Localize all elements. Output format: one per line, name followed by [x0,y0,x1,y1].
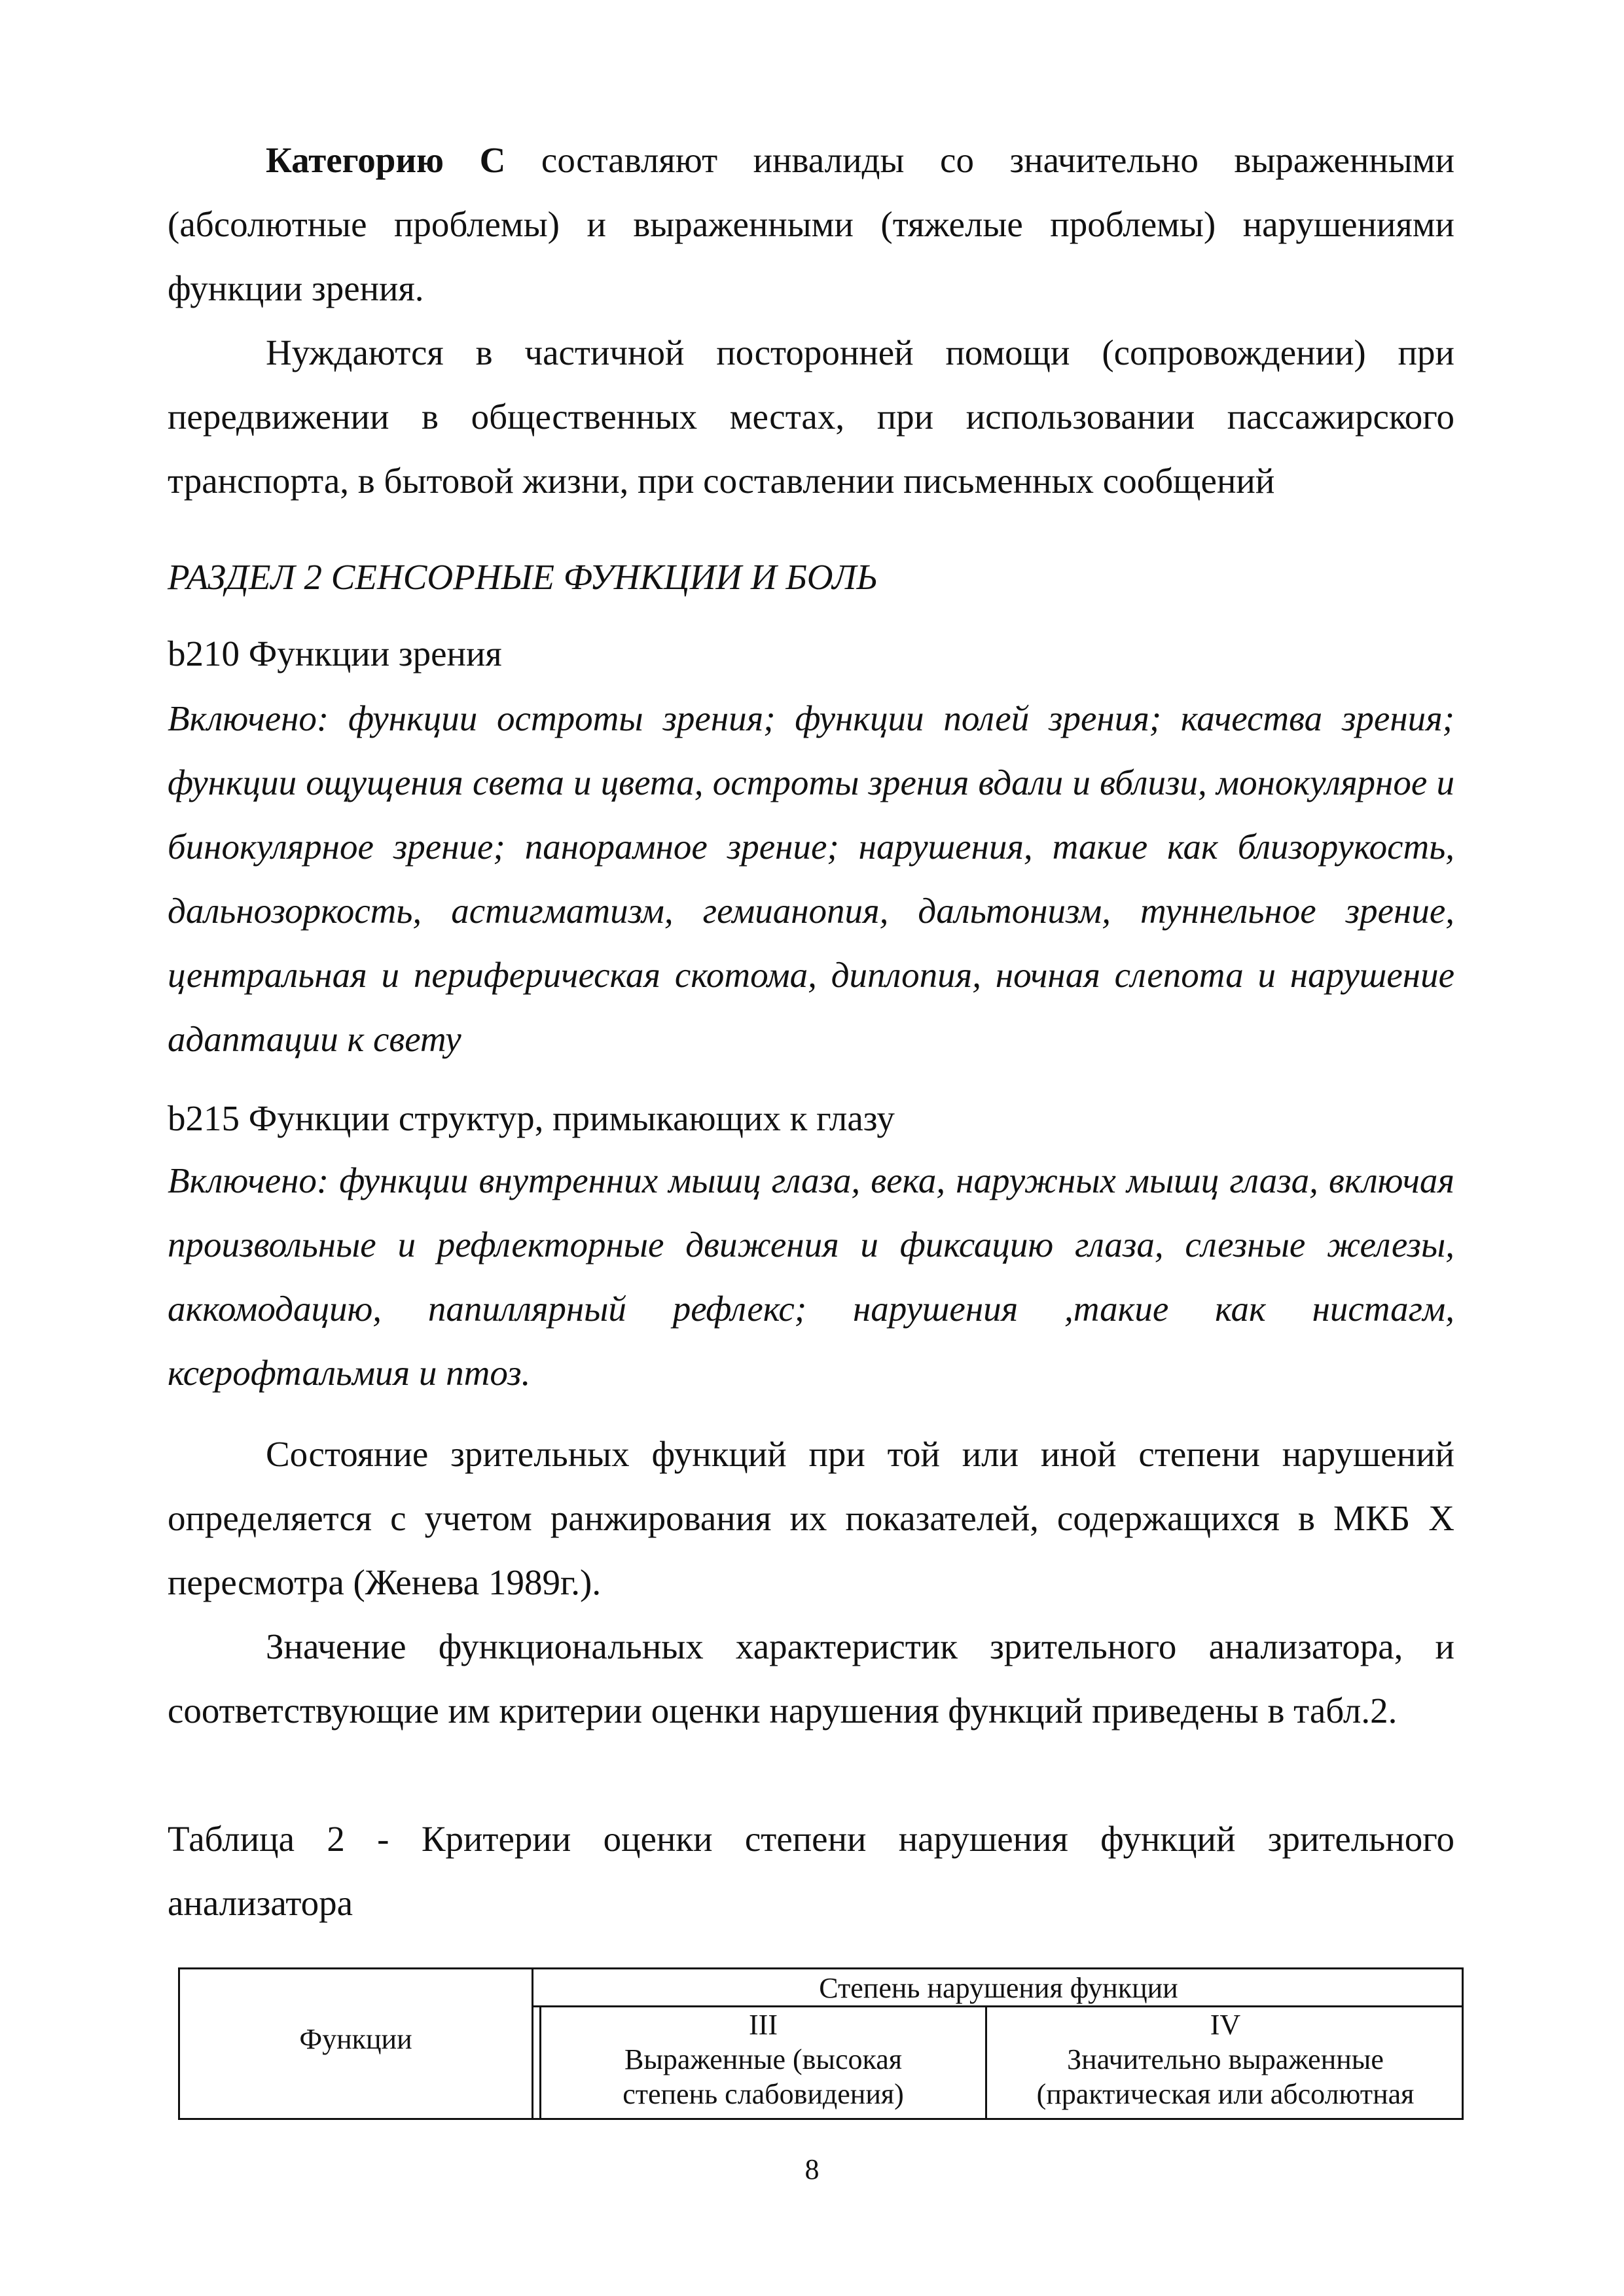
degree-iv-line2: (практическая или абсолютная [1036,2078,1415,2110]
degree-header: Степень нарушения функции [819,1972,1178,2004]
degree-iv-cell [987,2007,1464,2111]
category-c-paragraph [168,128,1454,321]
degree-iii-line1: Выраженные (высокая [624,2043,902,2075]
degree-iii-cell [541,2007,985,2111]
degree-iv-number: IV [1210,2009,1241,2041]
criteria-table [178,1967,1464,2120]
degree-iv-line1: Значительно выраженные [1067,2043,1384,2075]
b215-included: Включено: функции внутренних мышц глаза, века, наружных мышц глаза, включая произвольные и рефлекторные движения и фиксацию глаза, слезные железы, аккомодацию, папиллярный рефлекс; нарушения ,такие как нистагм, ксерофтальмия и птоз. [168,1160,1454,1393]
meaning-paragraph: Значение функциональных характеристик зрительного анализатора, и соответствующие им критерии оценки нарушения функций приведены в табл.2. [168,1626,1454,1731]
category-c-bold: Категорию С [266,140,506,180]
degree-iii-number: III [749,2009,778,2041]
degree-iii-line2: степень слабовидения) [623,2078,904,2110]
category-c-text: составляют инвалиды со значительно выраженными (абсолютные проблемы) и выраженными (тяжелые проблемы) нарушениями функции зрения. [168,140,1455,308]
state-paragraph: Состояние зрительных функций при той или иной степени нарушений определяется с учетом ранжирования их показателей, содержащихся в МКБ X пересмотра (Женева 1989г.). [168,1434,1454,1602]
needs-paragraph: Нуждаются в частичной посторонней помощи (сопровождении) при передвижении в общественных местах, при использовании пассажирского транспорта, в бытовой жизни, при составлении письменных сообщений [168,332,1454,501]
section-heading: РАЗДЕЛ 2 СЕНСОРНЫЕ ФУНКЦИИ И БОЛЬ [168,557,878,597]
b210-included: Включено: функции остроты зрения; функции полей зрения; качества зрения; функции ощущения света и цвета, остроты зрения вдали и вблизи, монокулярное и бинокулярное зрение; панорамное зрение; нарушения, такие как близорукость, дальнозоркость, астигматизм, гемианопия, дальтонизм, туннельное зрение, центральная и периферическая скотома, диплопия, ночная слепота и нарушение адаптации к свету [168,698,1454,1059]
table-caption: Таблица 2 - Критерии оценки степени нарушения функций зрительного анализатора [168,1819,1454,1923]
b215-title: b215 Функции структур, примыкающих к глазу [168,1098,895,1138]
page-number: 8 [804,2153,820,2185]
b210-title: b210 Функции зрения [168,634,502,673]
functions-header: Функции [299,2023,412,2055]
